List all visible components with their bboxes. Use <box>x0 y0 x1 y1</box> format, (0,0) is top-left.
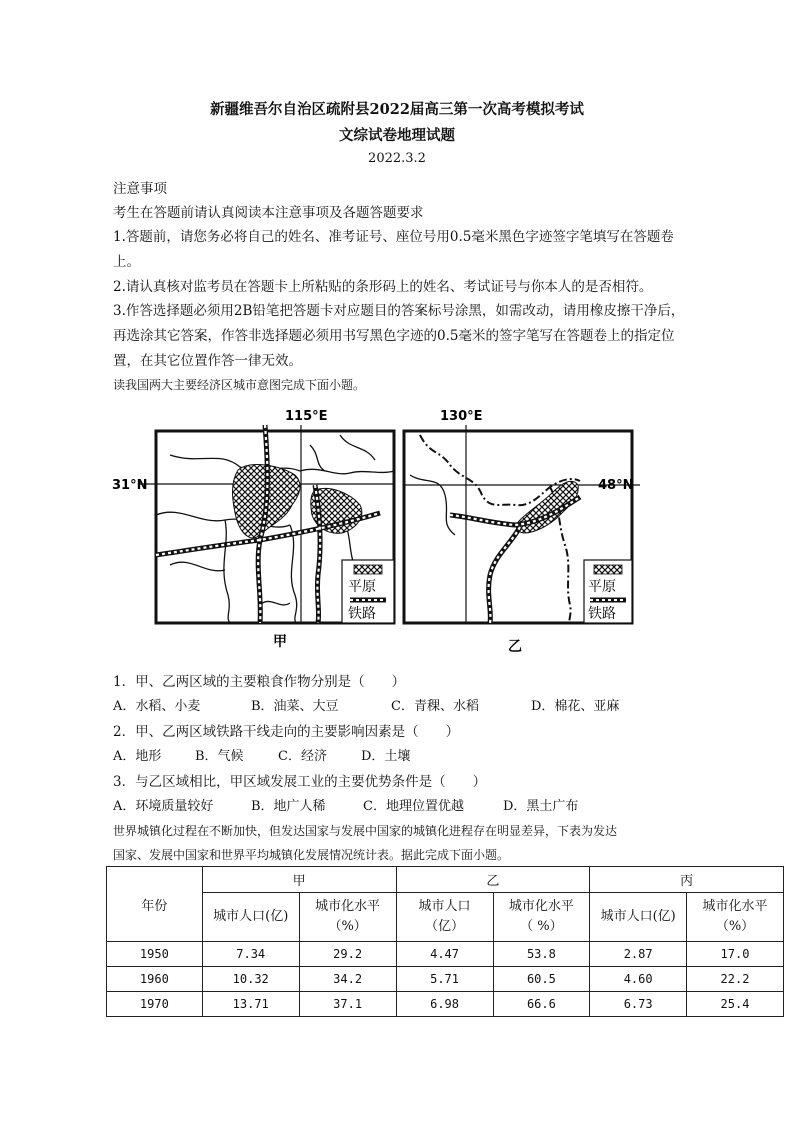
q2-option-a[interactable]: A．地形 <box>113 749 162 764</box>
notes-intro: 考生在答题前请认真阅读本注意事项及各题答题要求 <box>113 205 424 221</box>
value-cell: 7.34 <box>202 942 299 967</box>
exam-title: 新疆维吾尔自治区疏附县2022届高三第一次高考模拟考试 <box>210 101 584 118</box>
note-item-1-cont: 上。 <box>113 254 140 270</box>
q1-option-d[interactable]: D．棉花、亚麻 <box>531 699 620 714</box>
value-cell: 5.71 <box>396 967 493 992</box>
map-a-caption: 甲 <box>273 634 287 650</box>
q2-option-b[interactable]: B．气候 <box>195 749 244 764</box>
note-item-3-cont2: 置，在其它位置作答一律无效。 <box>113 353 302 369</box>
group-a-pop-header: 城市人口(亿) <box>202 893 299 942</box>
value-cell: 13.71 <box>202 992 299 1017</box>
table-row <box>107 967 784 992</box>
value-cell: 53.8 <box>493 942 590 967</box>
value-cell: 22.2 <box>687 967 784 992</box>
passage-line-2: 国家、发展中国家和世界平均城镇化发展情况统计表。据此完成下面小题。 <box>113 848 510 862</box>
note-item-3: 3.作答选择题必须用2B铅笔把答题卡对应题目的答案标号涂黑，如需改动，请用橡皮擦干净后， <box>113 303 685 319</box>
map-b-caption: 乙 <box>508 639 522 655</box>
map-b-lon-label: 130°E <box>440 409 483 424</box>
q1-option-c[interactable]: C．青稞、水稻 <box>391 699 479 714</box>
group-a-header: 甲 <box>202 867 396 893</box>
map-b-lat-label: 48°N <box>598 478 634 493</box>
group-c-header: 丙 <box>590 867 784 893</box>
maps-figure <box>110 405 650 660</box>
value-cell: 34.2 <box>299 967 396 992</box>
exam-subtitle: 文综试卷地理试题 <box>339 127 455 144</box>
q3-option-c[interactable]: C．地理位置优越 <box>363 799 464 814</box>
value-cell: 6.98 <box>396 992 493 1017</box>
group-a-rate-header: 城市化水平 （%） <box>299 893 396 942</box>
q3-option-b[interactable]: B．地广人稀 <box>251 799 326 814</box>
table-row <box>107 942 784 967</box>
map-a-legend-plain: 平原 <box>348 579 376 595</box>
map-a-lat-label: 31°N <box>112 478 148 493</box>
map-b-legend-rail: 铁路 <box>588 606 616 622</box>
question-2-stem: 2．甲、乙两区域铁路干线走向的主要影响因素是（ ） <box>113 724 460 740</box>
exam-date: 2022.3.2 <box>368 151 426 166</box>
legend-plain-symbol-b <box>594 565 622 574</box>
map-a-legend-rail: 铁路 <box>348 606 376 622</box>
passage-line-1: 世界城镇化过程在不断加快，但发达国家与发展中国家的城镇化进程存在明显差异，下表为发达 <box>113 824 618 838</box>
q3-option-a[interactable]: A．环境质量较好 <box>113 799 214 814</box>
group-c-rate-header: 城市化水平 （%） <box>687 893 784 942</box>
urbanization-table <box>106 866 784 1017</box>
q3-option-d[interactable]: D．黑土广布 <box>503 799 579 814</box>
map-a-lon-label: 115°E <box>285 409 328 424</box>
value-cell: 29.2 <box>299 942 396 967</box>
q1-option-b[interactable]: B．油菜、大豆 <box>251 699 339 714</box>
note-item-3-cont1: 再选涂其它答案，作答非选择题必须用书写黑色字迹的0.5毫米的签字笔写在答题卷上的指定位 <box>113 328 675 344</box>
year-cell: 1970 <box>107 992 203 1017</box>
value-cell: 60.5 <box>493 967 590 992</box>
value-cell: 4.60 <box>590 967 687 992</box>
figure-instruction: 读我国两大主要经济区城市意图完成下面小题。 <box>113 378 366 392</box>
q1-option-a[interactable]: A．水稻、小麦 <box>113 699 201 714</box>
group-b-header: 乙 <box>396 867 590 893</box>
table-row <box>107 992 784 1017</box>
value-cell: 37.1 <box>299 992 396 1017</box>
value-cell: 4.47 <box>396 942 493 967</box>
value-cell: 17.0 <box>687 942 784 967</box>
value-cell: 66.6 <box>493 992 590 1017</box>
q2-option-c[interactable]: C．经济 <box>278 749 327 764</box>
q2-option-d[interactable]: D．土壤 <box>361 749 411 764</box>
group-b-pop-header: 城市人口 （亿） <box>396 893 493 942</box>
group-b-rate-header: 城市化水平 （ %） <box>493 893 590 942</box>
map-b-legend-plain: 平原 <box>588 579 616 595</box>
value-cell: 6.73 <box>590 992 687 1017</box>
question-1-stem: 1．甲、乙两区域的主要粮食作物分别是（ ） <box>113 674 406 690</box>
note-item-1: 1.答题前，请您务必将自己的姓名、准考证号、座位号用0.5毫米黑色字迹签字笔填写在答题卷 <box>113 229 674 245</box>
value-cell: 2.87 <box>590 942 687 967</box>
value-cell: 25.4 <box>687 992 784 1017</box>
year-cell: 1960 <box>107 967 203 992</box>
question-3-stem: 3．与乙区域相比，甲区域发展工业的主要优势条件是（ ） <box>113 774 487 790</box>
legend-plain-symbol <box>354 565 382 574</box>
note-item-2: 2.请认真核对监考员在答题卡上所粘贴的条形码上的姓名、考试证号与你本人的是否相符。 <box>113 279 653 295</box>
year-cell: 1950 <box>107 942 203 967</box>
notes-heading: 注意事项 <box>113 181 167 197</box>
year-header: 年份 <box>107 867 203 942</box>
value-cell: 10.32 <box>202 967 299 992</box>
group-c-pop-header: 城市人口(亿) <box>590 893 687 942</box>
